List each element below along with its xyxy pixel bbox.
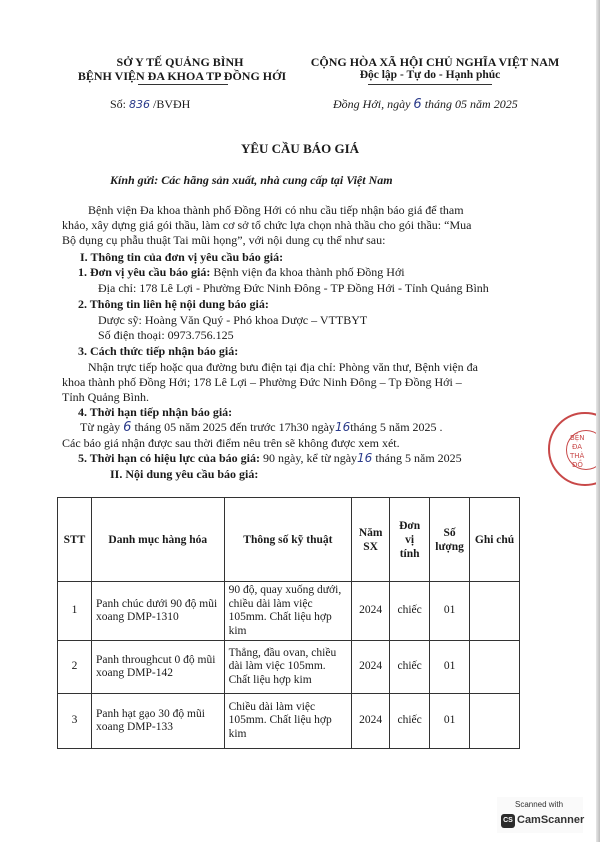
- watermark-caption: Scanned with: [515, 800, 564, 809]
- header-spec: Thông số kỹ thuật: [224, 498, 352, 582]
- header-note: Ghi chú: [470, 498, 520, 582]
- cell-qty: 01: [430, 582, 470, 641]
- intro-line: khảo, xây dựng giá gói thầu, làm cơ sở tổ chức lựa chọn nhà thầu cho gói thầu: “Mua: [62, 218, 472, 232]
- cell-stt: 1: [58, 582, 92, 641]
- cell-unit: chiếc: [390, 694, 430, 749]
- stamp-text: THÀ: [570, 452, 585, 460]
- stamp-text: ĐỒ: [572, 461, 583, 469]
- number-handwritten: 836: [129, 98, 151, 111]
- cell-spec: Chiều dài làm việc 105mm. Chất liệu hợp kim: [224, 694, 352, 749]
- contact-phone: Số điện thoại: 0973.756.125: [98, 328, 234, 342]
- document-date: [333, 97, 518, 112]
- org-parent: SỞ Y TẾ QUẢNG BÌNH: [116, 55, 244, 69]
- deadline-line: [80, 420, 443, 435]
- cell-qty: 01: [430, 641, 470, 694]
- cell-note: [470, 582, 520, 641]
- deadline-text: tháng 05 năm 2025 đến trước 17h30 ngày: [134, 420, 335, 434]
- item-label: 2. Thông tin liên hệ nội dung báo giá:: [78, 297, 269, 311]
- section-heading: II. Nội dung yêu cầu báo giá:: [110, 467, 259, 481]
- intro-line: Bệnh viện Đa khoa thành phố Đồng Hới có nhu cầu tiếp nhận báo giá để tham: [88, 203, 464, 217]
- method-line: khoa thành phố Đồng Hới; 178 Lê Lợi – Phường Đức Ninh Đông – Tp Đồng Hới –: [62, 375, 462, 389]
- validity-text: 90 ngày, kể từ ngày: [263, 451, 358, 465]
- official-stamp: [548, 412, 600, 486]
- motto-underline: [368, 84, 492, 85]
- item-label: 3. Cách thức tiếp nhận báo giá:: [78, 344, 239, 358]
- late-note: Các báo giá nhận được sau thời điểm nêu trên sẽ không được xem xét.: [62, 436, 400, 450]
- deadline-day2-handwritten: 16: [334, 420, 351, 434]
- validity-line: [78, 451, 462, 466]
- cell-year: 2024: [352, 582, 390, 641]
- page-title: YÊU CẦU BÁO GIÁ: [240, 141, 360, 156]
- section-heading: I. Thông tin của đơn vị yêu cầu báo giá:: [80, 250, 284, 264]
- cell-unit: chiếc: [390, 582, 430, 641]
- date-suffix: tháng 05 năm 2025: [424, 97, 518, 111]
- number-suffix: /BVĐH: [153, 97, 191, 111]
- cell-spec: Thẳng, đầu ovan, chiều dài làm việc 105mm. Chất liệu hợp kim: [224, 641, 352, 694]
- org-name: BỆNH VIỆN ĐA KHOA TP ĐỒNG HỚI: [77, 69, 287, 83]
- document-number: [110, 97, 190, 112]
- header-name: Danh mục hàng hóa: [91, 498, 224, 582]
- cell-spec: 90 độ, quay xuống dưới, chiều dài làm việc 105mm. Chất liệu hợp kim: [224, 582, 352, 641]
- date-day-handwritten: 6: [413, 97, 422, 112]
- item-label: 5. Thời hạn có hiệu lực của báo giá:: [78, 451, 260, 465]
- date-prefix: Đồng Hới, ngày: [333, 97, 411, 111]
- org-underline: [138, 84, 228, 85]
- table-row: [58, 694, 520, 749]
- number-label: Số:: [110, 97, 127, 111]
- header-unit: Đơn vị tính: [390, 498, 430, 582]
- cell-year: 2024: [352, 694, 390, 749]
- method-line: Nhận trực tiếp hoặc qua đường bưu điện tại địa chỉ: Phòng văn thư, Bệnh viện đa: [88, 360, 478, 374]
- deadline-day-handwritten: 6: [123, 420, 132, 435]
- requester-line: [78, 265, 405, 280]
- cell-stt: 2: [58, 641, 92, 694]
- table-row: [58, 641, 520, 694]
- cell-note: [470, 641, 520, 694]
- deadline-text: tháng 5 năm 2025 .: [350, 420, 443, 434]
- validity-text: tháng 5 năm 2025: [375, 451, 462, 465]
- cell-name: Panh chúc dưới 90 độ mũi xoang DMP-1310: [91, 582, 224, 641]
- item-label: 1. Đơn vị yêu cầu báo giá:: [78, 265, 211, 279]
- header-qty: Số lượng: [430, 498, 470, 582]
- cell-stt: 3: [58, 694, 92, 749]
- watermark-brand: CamScanner: [517, 814, 585, 826]
- header-year: Năm SX: [352, 498, 390, 582]
- deadline-text: Từ ngày: [80, 420, 121, 434]
- camscanner-logo-icon: CS: [501, 814, 515, 828]
- cell-year: 2024: [352, 641, 390, 694]
- cell-note: [470, 694, 520, 749]
- intro-line: Bộ dụng cụ phẫu thuật Tai mũi họng”, với nội dung cụ thể như sau:: [62, 233, 386, 247]
- camscanner-watermark: [497, 797, 583, 833]
- recipient: Kính gửi: Các hãng sản xuất, nhà cung cấp tại Việt Nam: [110, 173, 393, 187]
- stamp-text: BỆN: [570, 434, 585, 442]
- method-line: Tỉnh Quảng Bình.: [62, 390, 149, 404]
- address: Địa chỉ: 178 Lê Lợi - Phường Đức Ninh Đông - TP Đồng Hới - Tỉnh Quảng Bình: [98, 281, 489, 295]
- item-value: Bệnh viện đa khoa thành phố Đồng Hới: [213, 265, 405, 279]
- cell-qty: 01: [430, 694, 470, 749]
- cell-name: Panh hạt gạo 30 độ mũi xoang DMP-133: [91, 694, 224, 749]
- motto: Độc lập - Tự do - Hạnh phúc: [359, 69, 501, 81]
- table-row: [58, 582, 520, 641]
- header-stt: STT: [58, 498, 92, 582]
- contact-name: Dược sỹ: Hoàng Văn Quý - Phó khoa Dược – VTTBYT: [98, 313, 368, 327]
- table-header-row: [58, 498, 520, 582]
- stamp-text: ĐA: [572, 443, 583, 451]
- item-label: 4. Thời hạn tiếp nhận báo giá:: [78, 405, 233, 419]
- country-name: CỘNG HÒA XÃ HỘI CHỦ NGHĨA VIỆT NAM: [310, 55, 560, 69]
- cell-unit: chiếc: [390, 641, 430, 694]
- page-edge-shadow: [596, 0, 600, 842]
- validity-day-handwritten: 16: [357, 451, 373, 465]
- cell-name: Panh throughcut 0 độ mũi xoang DMP-142: [91, 641, 224, 694]
- items-table: [57, 497, 520, 749]
